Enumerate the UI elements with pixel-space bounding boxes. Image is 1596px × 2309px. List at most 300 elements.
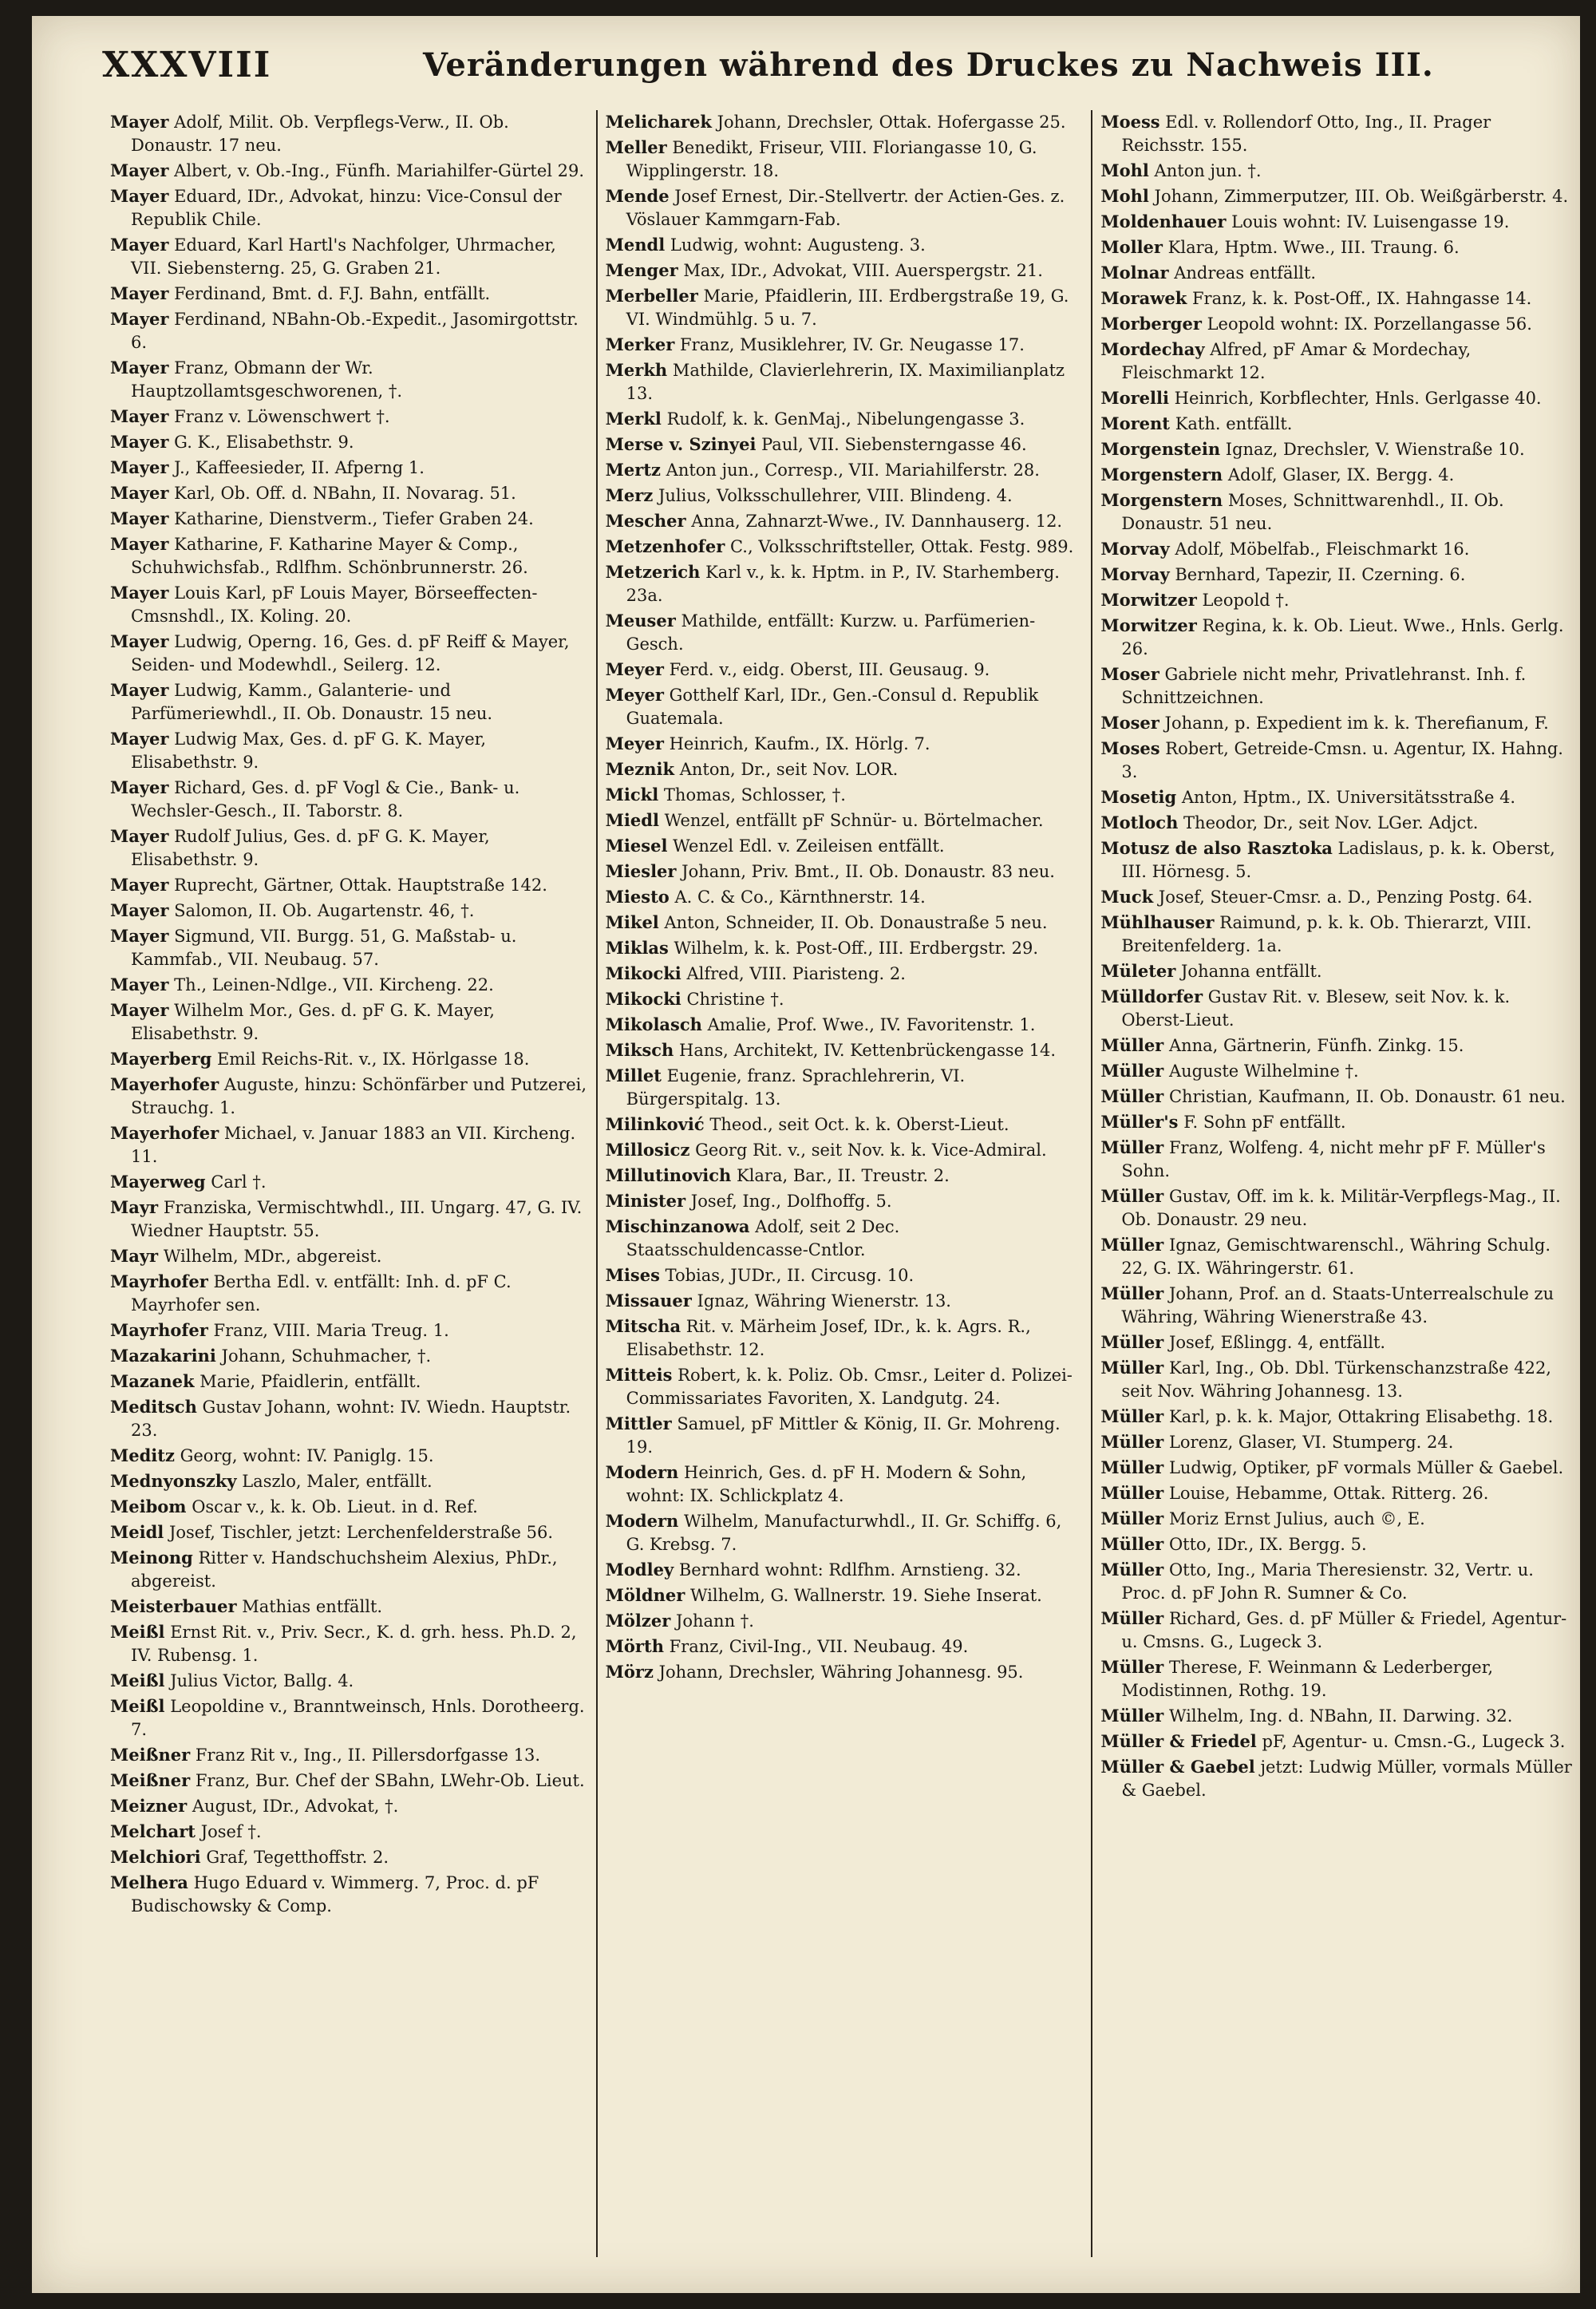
directory-entry [1100,885,1578,909]
entry-details: F. Sohn pF entfällt. [1183,1113,1346,1132]
directory-entry [1100,210,1578,234]
entry-details: Laszlo, Maler, entfällt. [242,1472,433,1491]
entry-name: Müller [1100,1283,1164,1303]
entry-name: Meyer [605,733,664,753]
directory-entry [110,1743,588,1767]
entry-name: Moldenhauer [1100,212,1227,231]
directory-entry [606,658,1084,682]
entry-name: Mayer [110,729,169,749]
entry-name: Melicharek [605,112,712,132]
entry-details: Ludwig, Kamm., Galanterie- und Parfümeriewhdl., II. Ob. Donaustr. 15 neu. [131,681,493,723]
directory-entry [110,1270,588,1317]
entry-name: Millet [605,1066,662,1085]
entry-details: Gustav Rit. v. Blesew, seit Nov. k. k. Oberst-Lieut. [1121,987,1511,1030]
directory-entry [110,873,588,897]
entry-details: Louis Karl, pF Louis Mayer, Börseeffecten-Cmsnshdl., IX. Koling. 20. [131,583,538,626]
entry-details: Rudolf, k. k. GenMaj., Nibelungengasse 3. [666,409,1025,429]
entry-name: Meuser [605,611,676,631]
entry-name: Millosicz [605,1140,690,1160]
entry-details: Moriz Ernst Julius, auch ©, E. [1168,1509,1425,1528]
directory-entry [110,110,588,157]
directory-entry [110,581,588,628]
directory-entry [606,962,1084,986]
entry-details: Gabriele nicht mehr, Privatlehranst. Inh. f. Schnittzeichnen. [1121,665,1527,707]
entry-details: Max, IDr., Advokat, VIII. Auerspergstr. 21. [683,261,1043,280]
directory-entry [1100,488,1578,536]
directory-entry [1100,1507,1578,1531]
entry-name: Motusz de also Rasztoka [1100,838,1333,858]
directory-entry [606,1289,1084,1313]
directory-entry [110,233,588,280]
entry-details: Graf, Tegetthoffstr. 2. [206,1848,389,1867]
entry-name: Mayer [110,534,169,554]
entry-details: Anton jun., Corresp., VII. Mariahilferstr. 28. [666,461,1040,480]
entry-details: Wilhelm, Manufacturwhdl., II. Gr. Schiffg. 6, G. Krebsg. 7. [626,1512,1062,1554]
directory-entry [606,860,1084,884]
directory-entry [606,407,1084,431]
entry-details: Therese, F. Weinmann & Lederberger, Modistinnen, Rothg. 19. [1121,1658,1494,1700]
entry-details: Marie, Pfaidlerin, entfällt. [200,1372,421,1391]
directory-entry [1100,1356,1578,1403]
directory-entry [1100,737,1578,784]
entry-details: Ladislaus, p. k. k. Oberst, III. Hörnesg. 5. [1121,839,1555,881]
directory-entry [110,1794,588,1818]
entry-name: Miksch [605,1040,674,1060]
directory-entry [606,834,1084,858]
directory-entry [606,885,1084,909]
entry-name: Mörz [605,1662,654,1682]
entry-name: Morvay [1100,564,1170,584]
entry-name: Miedl [605,810,659,830]
entry-name: Meisterbauer [110,1596,237,1616]
entry-details: Robert, Getreide-Cmsn. u. Agentur, IX. Hahng. 3. [1121,739,1563,781]
directory-entry [606,1635,1084,1659]
directory-entry [110,824,588,872]
page-number: XXXVIII [102,45,272,85]
entry-details: Theodor, Dr., seit Nov. LGer. Adjct. [1183,813,1479,832]
directory-entry [110,1073,588,1120]
entry-name: Meditz [110,1445,175,1465]
entry-name: Meißl [110,1622,165,1642]
entry-name: Meyer [605,659,664,679]
entry-name: Metzerich [605,562,701,582]
directory-entry [110,1244,588,1268]
directory-entry [606,1215,1084,1262]
entry-name: Mayer [110,975,169,994]
entry-name: Meizner [110,1796,188,1816]
entry-name: Merbeller [605,286,698,306]
directory-entry [110,1121,588,1168]
entry-details: Julius Victor, Ballg. 4. [170,1671,354,1690]
entry-details: Franz, VIII. Maria Treug. 1. [213,1321,449,1340]
directory-entry [606,809,1084,832]
directory-entry [110,1546,588,1593]
directory-entry [606,535,1084,559]
entry-details: Franz, Wolfeng. 4, nicht mehr pF F. Müller's Sohn. [1121,1138,1546,1180]
entry-name: Müller & Gaebel [1100,1757,1255,1777]
entry-details: Adolf, Milit. Ob. Verpflegs-Verw., II. Ob. Donaustr. 17 neu. [131,113,509,155]
entry-name: Missauer [605,1291,692,1311]
directory-entry [606,1660,1084,1684]
directory-entry [110,1344,588,1368]
entry-details: Georg, wohnt: IV. Paniglg. 15. [180,1446,434,1465]
entry-name: Müller [1100,1457,1164,1477]
entry-name: Modern [605,1511,679,1531]
entry-details: Th., Leinen-Ndlge., VII. Kircheng. 22. [174,975,494,994]
directory-entry [606,783,1084,807]
entry-name: Morgenstern [1100,490,1223,510]
entry-details: Ludwig, wohnt: Augusteng. 3. [670,235,926,255]
directory-entry [1100,1282,1578,1329]
entry-name: Mikocki [605,989,681,1009]
directory-entry [606,1315,1084,1362]
entry-details: Tobias, JUDr., II. Circusg. 10. [665,1266,915,1285]
directory-entry [1100,1330,1578,1354]
entry-name: Mayr [110,1197,159,1217]
entry-details: Wilhelm, MDr., abgereist. [163,1247,382,1266]
entry-name: Mickl [605,785,659,805]
directory-entry [606,1113,1084,1137]
directory-entry [110,1669,588,1693]
entry-details: Franz, Bur. Chef der SBahn, LWehr-Ob. Lieut. [195,1771,585,1790]
entry-name: Mayer [110,826,169,846]
directory-entry [1100,1034,1578,1058]
entry-name: Mayer [110,631,169,651]
directory-entry [606,1609,1084,1633]
directory-entry [606,1583,1084,1607]
entry-details: Carl †. [211,1172,267,1192]
directory-entry [1100,959,1578,983]
directory-entry [606,333,1084,357]
entry-name: Mikolasch [605,1014,702,1034]
entry-name: Mazakarini [110,1346,216,1366]
directory-entry [110,1047,588,1071]
entry-name: Morent [1100,413,1170,433]
entry-details: Katharine, Dienstverm., Tiefer Graben 24. [174,509,534,528]
entry-details: Johann, Drechsler, Währing Johannesg. 95. [658,1663,1024,1682]
entry-name: Miklas [605,938,669,958]
directory-entry [1100,588,1578,612]
entry-name: Mayer [110,875,169,895]
entry-name: Mölzer [605,1611,671,1631]
entry-name: Moser [1100,664,1159,684]
directory-entry [606,1189,1084,1213]
entry-details: Leopold wohnt: IX. Porzellangasse 56. [1207,314,1532,334]
directory-entry [110,1769,588,1793]
directory-entry [606,1363,1084,1410]
directory-entry [110,307,588,354]
entry-name: Meller [605,137,667,157]
entry-details: Raimund, p. k. k. Ob. Thierarzt, VIII. Breitenfelderg. 1a. [1121,913,1532,955]
directory-entry [110,973,588,997]
entry-details: Anton, Hptm., IX. Universitätsstraße 4. [1181,788,1516,807]
directory-entry [110,1469,588,1493]
directory-entry [606,683,1084,730]
entry-name: Millutinovich [605,1165,732,1185]
directory-entry [606,911,1084,935]
entry-name: Milinković [605,1114,705,1134]
directory-entry [1100,261,1578,285]
entry-details: Otto, IDr., IX. Bergg. 5. [1168,1535,1367,1554]
directory-entry [110,1395,588,1442]
entry-details: Wilhelm Mor., Ges. d. pF G. K. Mayer, Elisabethstr. 9. [131,1001,495,1043]
entry-name: Melchart [110,1821,196,1841]
entry-name: Morberger [1100,314,1202,334]
directory-entry [606,284,1084,331]
directory-entry [110,899,588,923]
entry-details: Heinrich, Ges. d. pF H. Modern & Sohn, wohnt: IX. Schlickplatz 4. [626,1463,1027,1505]
directory-entry [1100,338,1578,385]
entry-name: Mayer [110,457,169,477]
entry-name: Mayerberg [110,1049,212,1069]
entry-name: Mazanek [110,1371,195,1391]
directory-entry [606,1013,1084,1037]
directory-entry [1100,1085,1578,1109]
entry-details: Benedikt, Friseur, VIII. Floriangasse 10, G. Wipplingerstr. 18. [626,138,1037,180]
entry-name: Müller [1100,1432,1164,1452]
entry-name: Moller [1100,237,1163,257]
entry-details: Salomon, II. Ob. Augartenstr. 46, †. [174,901,475,920]
directory-page [32,16,1580,2293]
entry-details: Bertha Edl. v. entfällt: Inh. d. pF C. Mayrhofer sen. [131,1272,512,1315]
entry-details: Hugo Eduard v. Wimmerg. 7, Proc. d. pF Budischowsky & Comp. [131,1873,539,1916]
entry-name: Mosetig [1100,787,1177,807]
entry-details: Lorenz, Glaser, VI. Stumperg. 24. [1168,1433,1454,1452]
entry-details: Marie, Pfaidlerin, III. Erdbergstraße 19, G. VI. Windmühlg. 5 u. 7. [626,287,1069,329]
directory-entry [110,678,588,726]
entry-name: Mayer [110,186,169,206]
directory-entry [606,1064,1084,1111]
directory-entry [606,609,1084,656]
entry-name: Mayrhofer [110,1271,208,1291]
entry-details: Auguste Wilhelmine †. [1168,1062,1359,1081]
entry-name: Müller [1100,1035,1164,1055]
entry-name: Mayr [110,1246,159,1266]
entry-details: Ignaz, Gemischtwarenschl., Währing Schulg. 22, G. IX. Währingerstr. 61. [1121,1236,1551,1278]
entry-details: Julius, Volksschullehrer, VIII. Blindeng. 4. [658,486,1013,505]
page-heading: Veränderungen während des Druckes zu Nachweis III. [423,46,1434,84]
entry-details: Moses, Schnittwarenhdl., II. Ob. Donaustr. 51 neu. [1121,491,1504,533]
entry-details: Ferd. v., eidg. Oberst, III. Geusaug. 9. [669,660,990,679]
entry-name: Merse v. Szinyei [605,434,757,454]
entry-details: Ernst Rit. v., Priv. Secr., K. d. grh. hess. Ph.D. 2, IV. Rubensg. 1. [131,1623,577,1665]
entry-name: Melchiori [110,1847,201,1867]
entry-name: Meibom [110,1497,187,1516]
entry-details: Josef, Ing., Dolfhoffg. 5. [690,1192,892,1211]
entry-name: Moser [1100,713,1159,733]
entry-name: Miesto [605,887,670,907]
entry-details: Louis wohnt: IV. Luisengasse 19. [1231,212,1510,231]
entry-name: Meidl [110,1522,164,1542]
entry-name: Müller [1100,1706,1164,1726]
entry-name: Muck [1100,887,1154,907]
directory-entry [110,356,588,403]
entry-details: Samuel, pF Mittler & König, II. Gr. Mohreng. 19. [626,1414,1061,1457]
entry-name: Miesel [605,836,668,856]
entry-details: Rit. v. Märheim Josef, IDr., k. k. Agrs. R., Elisabethstr. 12. [626,1317,1031,1359]
directory-entry [110,630,588,677]
directory-entry [110,184,588,231]
directory-entry [110,1694,588,1742]
entry-name: Mayer [110,160,169,180]
directory-entry [1100,1059,1578,1083]
entry-name: Müller [1100,1406,1164,1426]
entry-name: Mikocki [605,963,681,983]
entry-details: Wenzel Edl. v. Zeileisen entfällt. [673,836,945,856]
directory-entry [1100,287,1578,310]
directory-entry [1100,1558,1578,1605]
entry-name: Mende [605,186,670,206]
entry-details: Josef, Steuer-Cmsr. a. D., Penzing Postg. 64. [1158,888,1533,907]
entry-name: Müller [1100,1137,1164,1157]
directory-entry [110,1620,588,1667]
entry-name: Mayer [110,926,169,946]
directory-entry [1100,1456,1578,1480]
directory-entry [1100,711,1578,735]
entry-name: Müller [1100,1657,1164,1677]
directory-entry [110,1520,588,1544]
entry-name: Molnar [1100,263,1169,283]
directory-entry [1100,1704,1578,1728]
entry-details: Johann, Schuhmacher, †. [221,1346,432,1366]
entry-details: Richard, Ges. d. pF Müller & Friedel, Agentur- u. Cmsns. G., Lugeck 3. [1121,1609,1567,1651]
directory-entry [1100,386,1578,410]
entry-name: Morelli [1100,388,1169,408]
entry-name: Mednyonszky [110,1471,237,1491]
entry-details: Rudolf Julius, Ges. d. pF G. K. Mayer, Elisabethstr. 9. [131,827,490,869]
entry-name: Moses [1100,738,1160,758]
entry-name: Mayerweg [110,1172,206,1192]
entry-details: Michael, v. Januar 1883 an VII. Kircheng. 11. [131,1124,576,1166]
directory-entry [1100,537,1578,561]
entry-name: Mületer [1100,961,1176,981]
entry-details: Franz, Obmann der Wr. Hauptzollamtsgeschworenen, †. [131,358,403,401]
entry-name: Mendl [605,235,666,255]
directory-entry [1100,662,1578,710]
directory-entry [1100,1655,1578,1702]
directory-entry [1100,159,1578,183]
directory-entry [110,776,588,823]
entry-details: Johanna entfällt. [1181,962,1322,981]
directory-entry [606,1038,1084,1062]
directory-entry [1100,110,1578,157]
entry-name: Möldner [605,1585,685,1605]
entry-details: Bernhard, Tapezir, II. Czerning. 6. [1175,565,1466,584]
entry-name: Meditsch [110,1397,197,1417]
directory-entry [1100,563,1578,587]
entry-details: Gustav, Off. im k. k. Militär-Verpflegs-Mag., II. Ob. Donaustr. 29 neu. [1121,1187,1561,1229]
directory-entry [110,430,588,454]
directory-entry [1100,463,1578,487]
entry-name: Müller [1100,1086,1164,1106]
entry-details: Oscar v., k. k. Ob. Lieut. in d. Ref. [192,1497,478,1516]
entry-details: Anna, Gärtnerin, Fünfh. Zinkg. 15. [1168,1036,1464,1055]
entry-details: Leopoldine v., Branntweinsch, Hnls. Dorotheerg. 7. [131,1697,585,1739]
directory-entry [606,1263,1084,1287]
entry-name: Mayer [110,1000,169,1020]
entry-details: Gustav Johann, wohnt: IV. Wiedn. Hauptstr. 23. [131,1398,571,1440]
directory-entry [606,732,1084,756]
entry-name: Müller [1100,1608,1164,1628]
entry-details: Adolf, Glaser, IX. Bergg. 4. [1227,465,1455,484]
directory-entry [1100,911,1578,958]
entry-name: Merker [605,334,675,354]
directory-entry [110,1871,588,1918]
entry-name: Meyer [605,685,664,705]
entry-details: Robert, k. k. Poliz. Ob. Cmsr., Leiter d. Polizei-Commissariates Favoriten, X. Landgutg. 24. [626,1366,1073,1408]
entry-details: Franz Rit v., Ing., II. Pillersdorfgasse 13. [195,1746,541,1765]
entry-details: Adolf, seit 2 Dec. Staatsschuldencasse-Cntlor. [626,1217,900,1259]
entry-details: Klara, Hptm. Wwe., III. Traung. 6. [1167,238,1460,257]
entry-name: Mayer [110,900,169,920]
entry-name: Mülldorfer [1100,986,1203,1006]
directory-entry [1100,1755,1578,1802]
directory-entry [1100,1136,1578,1183]
entry-name: Mohl [1100,186,1149,206]
column-3 [1092,110,1586,2257]
directory-entry [1100,1532,1578,1556]
directory-entry [606,757,1084,781]
entry-columns [102,110,1586,2257]
entry-name: Melhera [110,1872,188,1892]
entry-details: Mathias entfällt. [242,1597,383,1616]
directory-entry [110,532,588,579]
entry-details: Thomas, Schlosser, †. [663,785,846,805]
entry-name: Mitscha [605,1316,681,1336]
directory-entry [606,110,1084,134]
entry-details: Ludwig, Operng. 16, Ges. d. pF Reiff & Mayer, Seiden- und Modewhdl., Seilerg. 12. [131,632,570,674]
entry-details: Franz, Musiklehrer, IV. Gr. Neugasse 17. [680,335,1025,354]
directory-entry [110,1319,588,1342]
entry-details: Anton jun. †. [1154,161,1262,180]
directory-entry [110,1495,588,1519]
entry-name: Meißner [110,1770,191,1790]
directory-entry [606,1461,1084,1508]
entry-name: Morawek [1100,288,1187,308]
entry-name: Meznik [605,759,674,779]
directory-entry [606,458,1084,482]
entry-details: Franz v. Löwenschwert †. [174,407,390,426]
entry-name: Mikel [605,912,659,932]
directory-entry [110,998,588,1046]
entry-name: Morwitzer [1100,615,1197,635]
directory-entry [1100,614,1578,661]
entry-details: Josef, Eßlingg. 4, entfällt. [1168,1333,1386,1352]
entry-name: Mohl [1100,160,1149,180]
entry-details: Ludwig, Optiker, pF vormals Müller & Gaebel. [1168,1458,1564,1477]
entry-details: Eduard, IDr., Advokat, hinzu: Vice-Consul der Republik Chile. [131,187,562,229]
entry-name: Mittler [605,1413,672,1433]
directory-entry [110,1444,588,1468]
entry-name: Müller [1100,1332,1164,1352]
directory-entry [1100,1405,1578,1429]
entry-details: Wenzel, entfällt pF Schnür- u. Börtelmacher. [664,811,1044,830]
entry-details: Ritter v. Handschuchsheim Alexius, PhDr., abgereist. [131,1548,558,1591]
entry-name: Müller [1100,1358,1164,1378]
directory-entry [606,184,1084,231]
entry-details: Wilhelm, G. Wallnerstr. 19. Siehe Inserat. [689,1586,1042,1605]
entry-details: Johann, Prof. an d. Staats-Unterrealschule zu Währing, Währing Wienerstraße 43. [1121,1284,1555,1326]
entry-details: Otto, Ing., Maria Theresienstr. 32, Vertr. u. Proc. d. pF John R. Sumner & Co. [1121,1560,1534,1603]
entry-details: Bernhard wohnt: Rdlfhm. Arnstieng. 32. [678,1560,1021,1580]
directory-entry [606,1509,1084,1556]
entry-name: Mayer [110,777,169,797]
entry-name: Mises [605,1265,660,1285]
entry-name: Mescher [605,511,686,531]
column-2 [598,110,1093,2257]
directory-entry [606,1412,1084,1459]
entry-name: Mayrhofer [110,1320,208,1340]
